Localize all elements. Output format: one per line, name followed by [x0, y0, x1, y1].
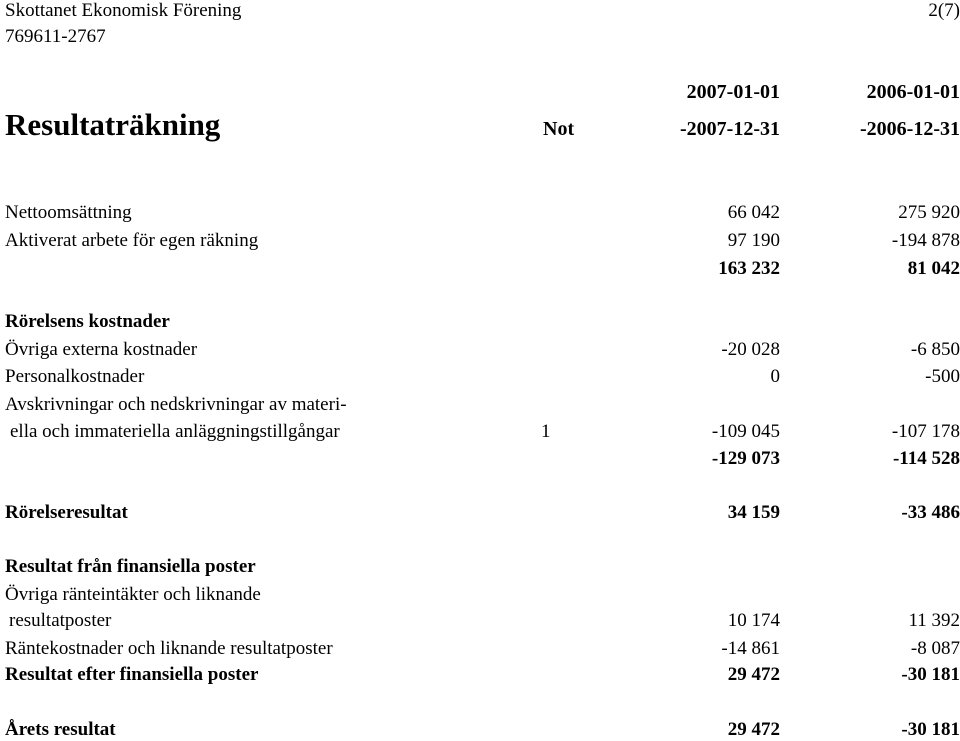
org-number: 769611-2767 [5, 26, 106, 47]
row-value-2007: -20 028 [721, 339, 780, 360]
row-value-2006: -107 178 [891, 421, 960, 442]
page-number: 2(7) [928, 0, 960, 21]
row-label-avskrivningar-line1: Avskrivningar och nedskrivningar av materi- [5, 394, 347, 415]
row-label-resultat-efter-finansiella: Resultat efter finansiella poster [5, 664, 259, 685]
note-column-header: Not [543, 118, 575, 140]
note-reference: 1 [541, 421, 551, 442]
row-value-2007: 29 472 [727, 664, 780, 685]
row-value-2007: -109 045 [711, 421, 780, 442]
row-value-2006: -6 850 [910, 339, 960, 360]
row-value-2006: -500 [925, 366, 960, 387]
row-value-2006: -8 087 [910, 638, 960, 659]
row-label-ovriga-externa-kostnader: Övriga externa kostnader [5, 339, 198, 360]
row-value-2006: -30 181 [901, 664, 960, 685]
row-label-avskrivningar-line2: ella och immateriella anläggningstillgångar [10, 421, 340, 442]
row-label-personalkostnader: Personalkostnader [5, 366, 145, 387]
subtotal-value-2006: 81 042 [907, 258, 960, 279]
row-value-2007: 10 174 [727, 610, 780, 631]
row-value-2006: 275 920 [898, 202, 960, 223]
section-heading-rorelsens-kostnader: Rörelsens kostnader [5, 311, 170, 332]
row-value-2007: 34 159 [727, 502, 780, 523]
row-label-nettoomsattning: Nettoomsättning [5, 202, 132, 223]
row-value-2006: -30 181 [901, 719, 960, 740]
row-value-2006: -194 878 [891, 230, 960, 251]
row-label-rantekostnader: Räntekostnader och liknande resultatposter [5, 638, 333, 659]
row-label-rorelseresultat: Rörelseresultat [5, 502, 128, 523]
row-label-arets-resultat: Årets resultat [5, 719, 116, 740]
row-label-aktiverat-arbete: Aktiverat arbete för egen räkning [5, 230, 259, 251]
row-value-2007: 66 042 [727, 202, 780, 223]
company-name: Skottanet Ekonomisk Förening [5, 0, 242, 21]
col2-period-start: 2006-01-01 [866, 81, 960, 103]
col1-period-end: -2007-12-31 [680, 118, 780, 140]
col1-period-start: 2007-01-01 [686, 81, 780, 103]
subtotal-value-2007: -129 073 [711, 448, 780, 469]
row-value-2006: 11 392 [908, 610, 960, 631]
row-label-ranteintakter-line1: Övriga ränteintäkter och liknande [5, 584, 261, 605]
page-title: Resultaträkning [5, 107, 221, 142]
subtotal-value-2006: -114 528 [892, 448, 960, 469]
row-value-2007: 29 472 [727, 719, 780, 740]
row-value-2007: -14 861 [721, 638, 780, 659]
row-value-2006: -33 486 [901, 502, 960, 523]
row-label-ranteintakter-line2: resultatposter [9, 610, 112, 631]
row-value-2007: 97 190 [727, 230, 780, 251]
row-value-2007: 0 [770, 366, 780, 387]
subtotal-value-2007: 163 232 [718, 258, 780, 279]
section-heading-finansiella-poster: Resultat från finansiella poster [5, 556, 256, 577]
col2-period-end: -2006-12-31 [860, 118, 960, 140]
